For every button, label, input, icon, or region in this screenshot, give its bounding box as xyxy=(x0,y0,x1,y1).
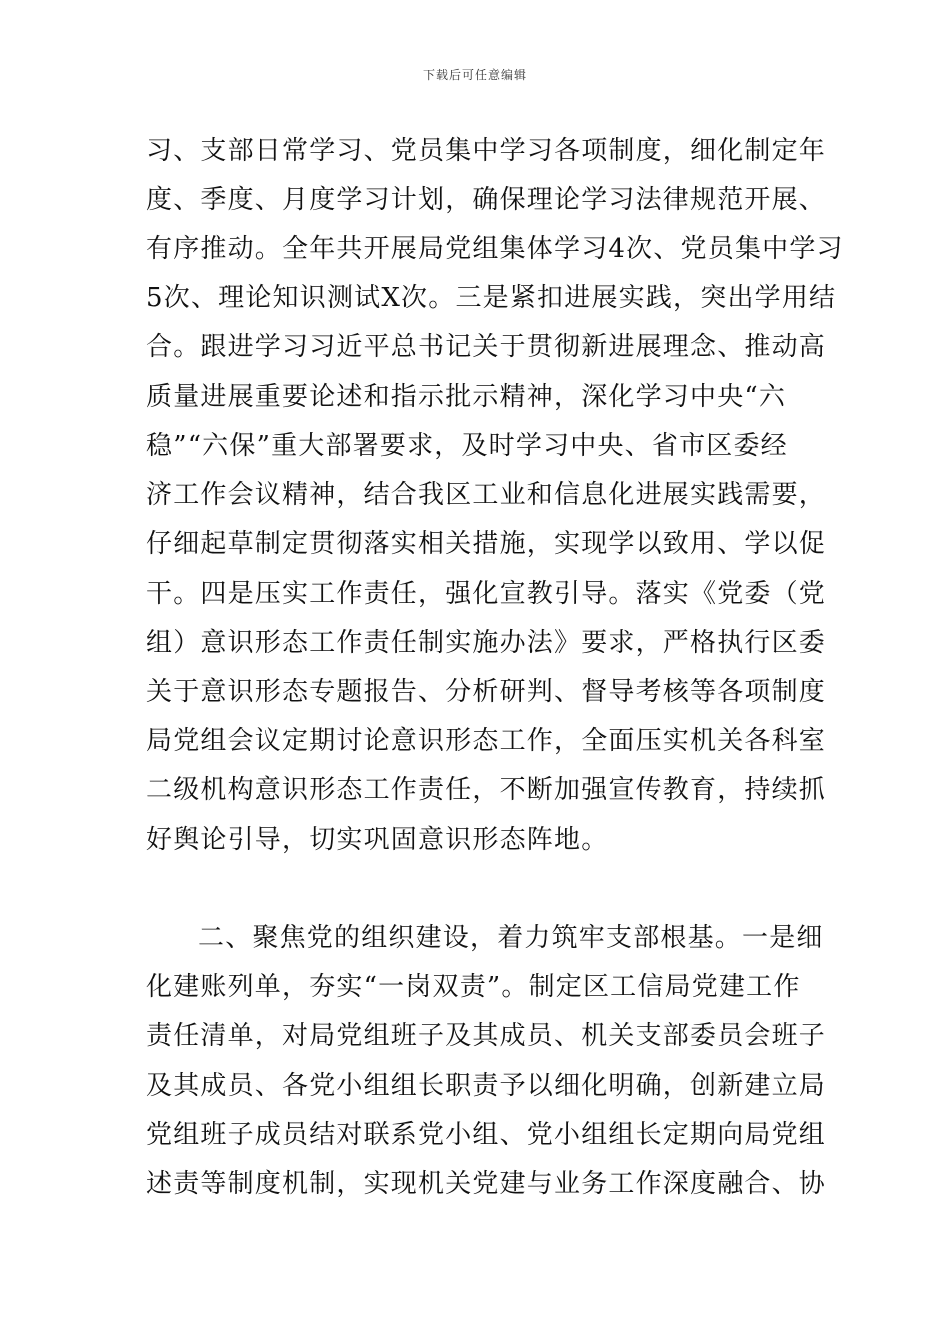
paragraph-2-line: 党组班子成员结对联系党小组、党小组组长定期向局党组 xyxy=(146,1120,827,1150)
paragraph-1-line: 稳”“六保”重大部署要求，及时学习中央、省市区委经 xyxy=(146,431,788,461)
paragraph-2-line: 化建账列单，夯实“一岗双责”。制定区工信局党建工作 xyxy=(146,972,801,1002)
paragraph-1-line: 二级机构意识形态工作责任，不断加强宣传教育，持续抓 xyxy=(146,775,827,805)
paragraph-1-line: 关于意识形态专题报告、分析研判、督导考核等各项制度 xyxy=(146,677,827,707)
paragraph-2-line: 责任清单，对局党组班子及其成员、机关支部委员会班子 xyxy=(146,1021,827,1051)
paragraph-1-line: 局党组会议定期讨论意识形态工作，全面压实机关各科室 xyxy=(146,726,827,756)
paragraph-1-line: 组）意识形态工作责任制实施办法》要求，严格执行区委 xyxy=(146,628,827,658)
paragraph-1-line: 仔细起草制定贯彻落实相关措施，实现学以致用、学以促 xyxy=(146,529,827,559)
paragraph-2-line: 二、聚焦党的组织建设，着力筑牢支部根基。一是细 xyxy=(198,923,824,953)
paragraph-1-line: 合。跟进学习习近平总书记关于贯彻新进展理念、推动高 xyxy=(146,332,827,362)
paragraph-1-line: 济工作会议精神，结合我区工业和信息化进展实践需要， xyxy=(146,480,827,510)
paragraph-2-line: 述责等制度机制，实现机关党建与业务工作深度融合、协 xyxy=(146,1169,827,1199)
paragraph-1-line: 有序推动。全年共开展局党组集体学习4次、党员集中学习 xyxy=(146,234,844,264)
paragraph-1-line: 好舆论引导，切实巩固意识形态阵地。 xyxy=(146,825,609,855)
paragraph-1-line: 度、季度、月度学习计划，确保理论学习法律规范开展、 xyxy=(146,185,827,215)
paragraph-2-line: 及其成员、各党小组组长职责予以细化明确，创新建立局 xyxy=(146,1071,827,1101)
page-header-note: 下载后可任意编辑 xyxy=(422,68,527,82)
paragraph-1-line: 5次、理论知识测试X次。三是紧扣进展实践，突出学用结 xyxy=(146,283,837,313)
paragraph-1-line: 质量进展重要论述和指示批示精神，深化学习中央“六 xyxy=(146,382,787,412)
paragraph-1-line: 干。四是压实工作责任，强化宣教引导。落实《党委（党 xyxy=(146,579,827,609)
paragraph-1-line: 习、支部日常学习、党员集中学习各项制度，细化制定年 xyxy=(146,136,827,166)
